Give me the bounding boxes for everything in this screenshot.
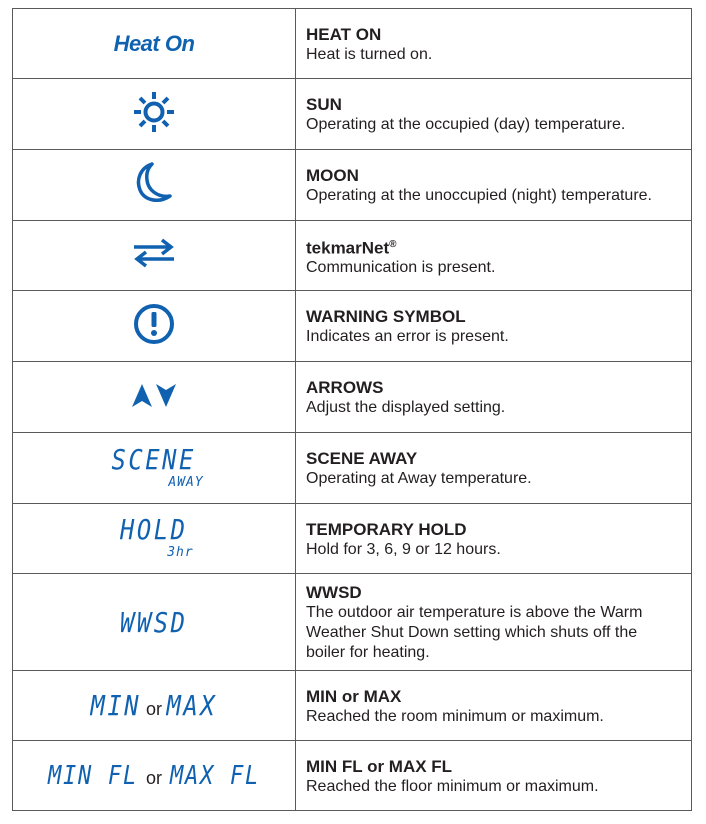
description-cell: [296, 291, 692, 362]
description-cell: [296, 221, 692, 291]
description-cell: [296, 150, 692, 221]
warning-icon: [132, 302, 176, 346]
row-title: MIN FL or MAX FL: [306, 756, 453, 776]
up-down-arrows-icon: [129, 380, 179, 410]
table-row: [13, 574, 692, 671]
segment-text-min-fl: MIN FL: [48, 760, 139, 791]
segment-text-sub: 3hr: [167, 545, 194, 560]
table-row: [13, 504, 692, 574]
scene-away-display: [104, 442, 204, 490]
segment-text-min: MIN: [90, 689, 142, 722]
symbol-cell: [13, 291, 296, 362]
or-label: or: [145, 699, 162, 719]
row-description: Hold for 3, 6, 9 or 12 hours.: [306, 540, 501, 558]
table-row: [13, 221, 692, 291]
description-cell: [296, 433, 692, 504]
table-row: [13, 291, 692, 362]
symbol-cell: [13, 574, 296, 671]
segment-text-max-fl: MAX FL: [169, 760, 260, 791]
segment-text-main: SCENE: [111, 442, 197, 476]
table-row: [13, 362, 692, 433]
symbol-cell: [13, 79, 296, 150]
row-description: Indicates an error is present.: [306, 328, 509, 345]
table-row: [13, 79, 692, 150]
symbol-cell: [13, 433, 296, 504]
registered-mark: ®: [389, 238, 397, 250]
symbol-cell: [13, 9, 296, 79]
table-row: [13, 9, 692, 79]
description-cell: [296, 741, 692, 811]
row-description-line: Weather Shut Down setting which shuts off the: [306, 624, 638, 641]
description-cell: [296, 671, 692, 741]
symbol-cell: [13, 362, 296, 433]
description-cell: [296, 79, 692, 150]
row-title: SUN: [306, 95, 342, 114]
row-description-line: The outdoor air temperature is above the Warm: [306, 604, 643, 621]
table-row: [13, 150, 692, 221]
row-description: Operating at the occupied (day) temperature.: [306, 116, 626, 133]
hold-display: [114, 513, 194, 560]
symbol-cell: [13, 504, 296, 574]
table-row: [13, 741, 692, 811]
row-description-line: boiler for heating.: [306, 644, 430, 661]
or-label: or: [145, 767, 162, 788]
row-title-text: tekmarNet: [306, 238, 390, 258]
wwsd-display: WWSD: [120, 605, 188, 639]
row-description: Reached the floor minimum or maximum.: [306, 777, 599, 795]
row-title: [306, 235, 691, 259]
row-title: SCENE AWAY: [306, 449, 418, 468]
moon-icon: [132, 160, 176, 206]
symbol-cell: [13, 221, 296, 291]
row-description: Reached the room minimum or maximum.: [306, 707, 604, 725]
min-max-display: [86, 689, 221, 722]
symbol-cell: [13, 671, 296, 741]
symbol-cell: [13, 741, 296, 811]
sun-icon: [132, 90, 176, 134]
row-title: TEMPORARY HOLD: [306, 519, 467, 539]
row-description: Communication is present.: [306, 259, 496, 277]
heat-on-label: Heat On: [113, 30, 195, 56]
table-row: [13, 671, 692, 741]
row-title: MOON: [306, 166, 359, 185]
description-cell: [296, 362, 692, 433]
row-description: Operating at Away temperature.: [306, 470, 532, 487]
segment-text-main: HOLD: [120, 513, 188, 546]
symbol-legend-table: [12, 8, 692, 811]
row-title: ARROWS: [306, 378, 384, 397]
description-cell: [296, 574, 692, 671]
segment-text-sub: AWAY: [168, 474, 204, 490]
symbol-cell: [13, 150, 296, 221]
min-max-floor-display: [40, 760, 268, 791]
row-description: Adjust the displayed setting.: [306, 399, 506, 416]
table-row: [13, 433, 692, 504]
row-title: HEAT ON: [306, 24, 382, 44]
row-title: MIN or MAX: [306, 686, 402, 706]
row-description: Operating at the unoccupied (night) temperature.: [306, 187, 652, 204]
network-arrows-icon: [132, 238, 176, 268]
row-description: Heat is turned on.: [306, 45, 433, 63]
row-title: WWSD: [306, 583, 362, 602]
description-cell: [296, 504, 692, 574]
row-title: WARNING SYMBOL: [306, 307, 466, 326]
segment-text-max: MAX: [166, 689, 218, 722]
description-cell: [296, 9, 692, 79]
